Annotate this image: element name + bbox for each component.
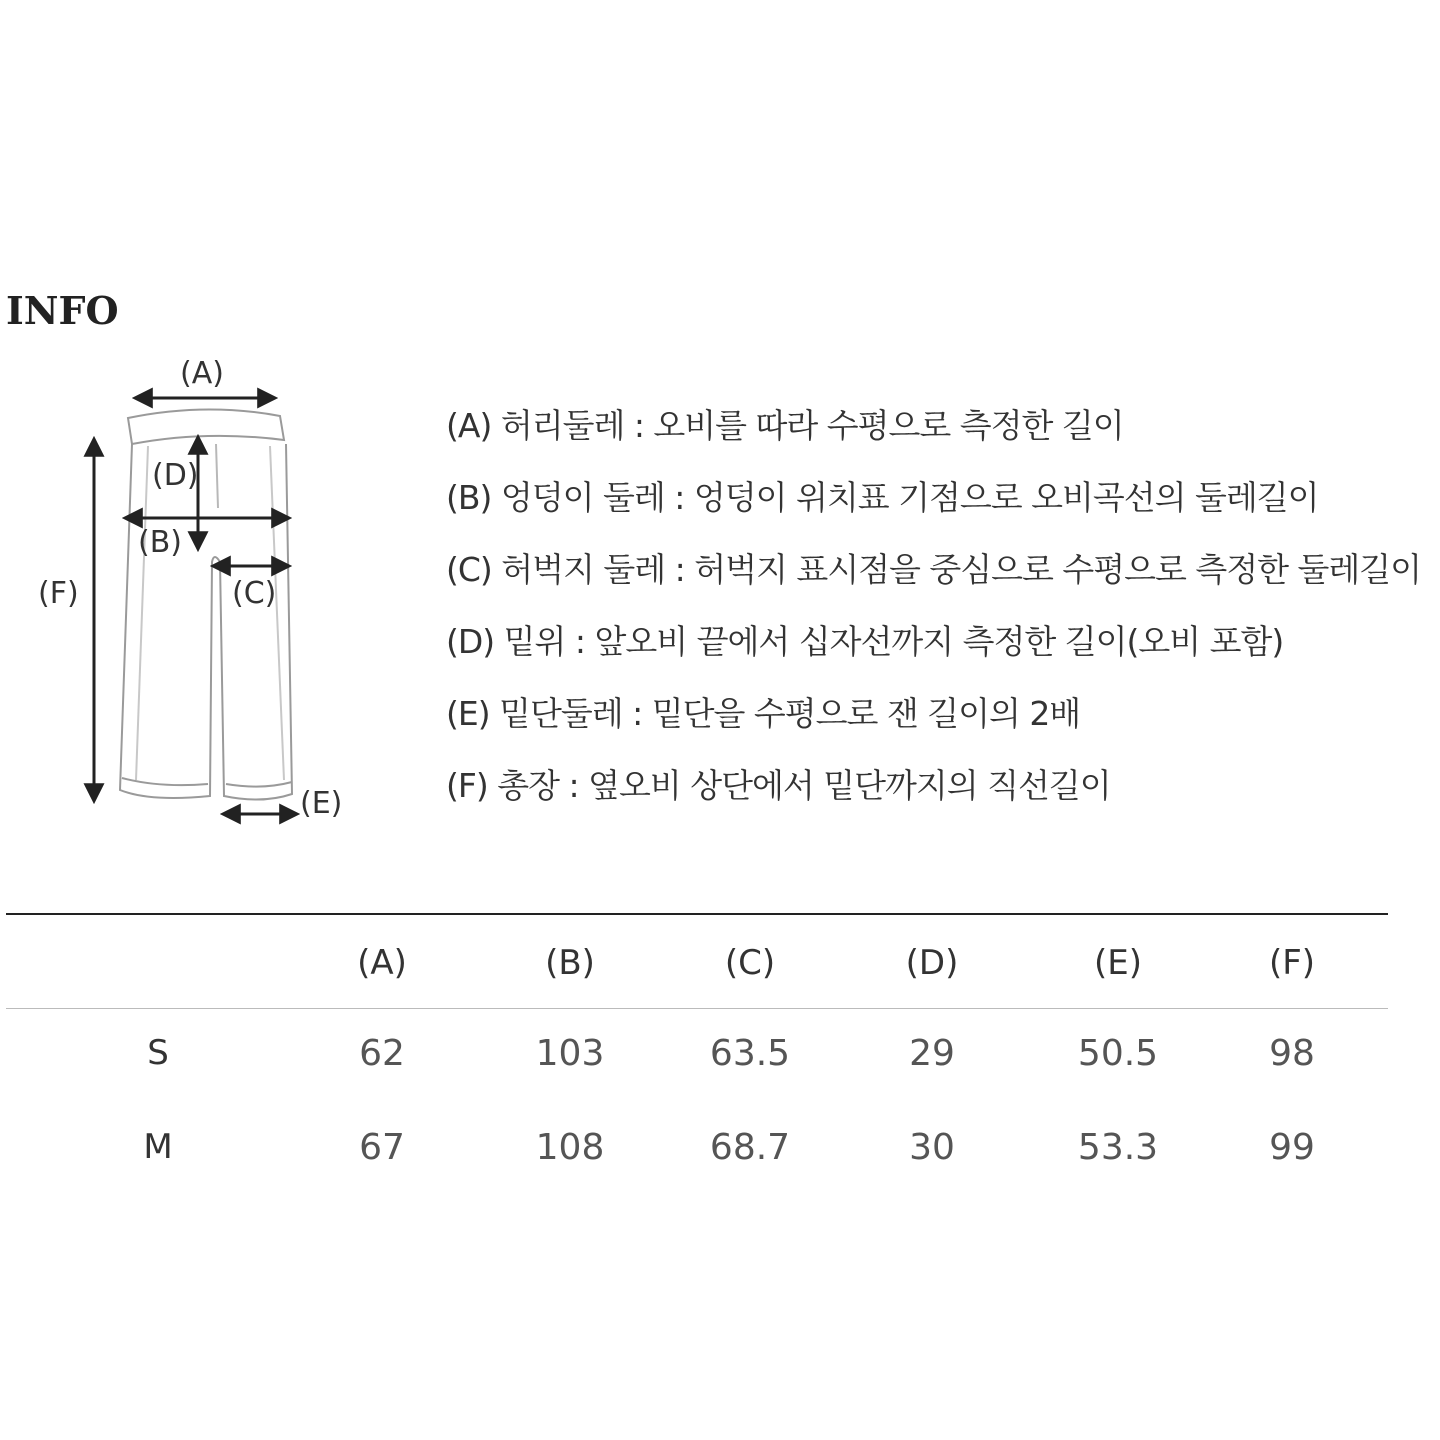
row-m-e: 53.3	[1077, 1127, 1159, 1168]
row-s-size: S	[147, 1033, 169, 1073]
row-m-b: 108	[535, 1127, 605, 1168]
diagram-label-a: (A)	[180, 356, 224, 391]
col-header-c: (C)	[724, 943, 776, 983]
table-header-rule	[6, 1008, 1388, 1009]
table-top-rule	[6, 913, 1388, 915]
measurement-definitions	[446, 400, 1436, 832]
row-m-d: 30	[909, 1127, 955, 1168]
definition-b: (B) 엉덩이 둘레 : 엉덩이 위치표 기점으로 오비곡선의 둘레길이	[446, 478, 1319, 517]
definition-a: (A) 허리둘레 : 오비를 따라 수평으로 측정한 길이	[446, 406, 1124, 445]
row-s-d: 29	[909, 1033, 955, 1074]
row-s-f: 98	[1269, 1033, 1315, 1074]
diagram-label-e: (E)	[300, 786, 343, 821]
row-s-e: 50.5	[1077, 1033, 1159, 1074]
col-header-a: (A)	[357, 943, 407, 983]
diagram-label-d: (D)	[152, 458, 199, 493]
col-header-d: (D)	[905, 943, 959, 983]
col-header-e: (E)	[1093, 943, 1142, 983]
row-s-a: 62	[359, 1033, 405, 1074]
col-header-b: (B)	[545, 943, 595, 983]
row-m-c: 68.7	[709, 1127, 791, 1168]
diagram-label-c: (C)	[232, 576, 277, 611]
col-header-f: (F)	[1268, 943, 1316, 983]
diagram-label-b: (B)	[138, 525, 182, 560]
definition-e: (E) 밑단둘레 : 밑단을 수평으로 잰 길이의 2배	[446, 694, 1081, 733]
diagram-label-f: (F)	[38, 576, 79, 611]
definition-f: (F) 총장 : 옆오비 상단에서 밑단까지의 직선길이	[446, 766, 1111, 805]
row-m-size: M	[143, 1127, 173, 1167]
info-title: INFO	[6, 288, 119, 333]
pants-diagram	[0, 340, 420, 840]
definition-c: (C) 허벅지 둘레 : 허벅지 표시점을 중심으로 수평으로 측정한 둘레길이	[446, 550, 1422, 589]
definition-d: (D) 밑위 : 앞오비 끝에서 십자선까지 측정한 길이(오비 포함)	[446, 622, 1284, 661]
row-m-a: 67	[359, 1127, 405, 1168]
row-s-c: 63.5	[709, 1033, 791, 1074]
row-m-f: 99	[1269, 1127, 1315, 1168]
row-s-b: 103	[535, 1033, 605, 1074]
